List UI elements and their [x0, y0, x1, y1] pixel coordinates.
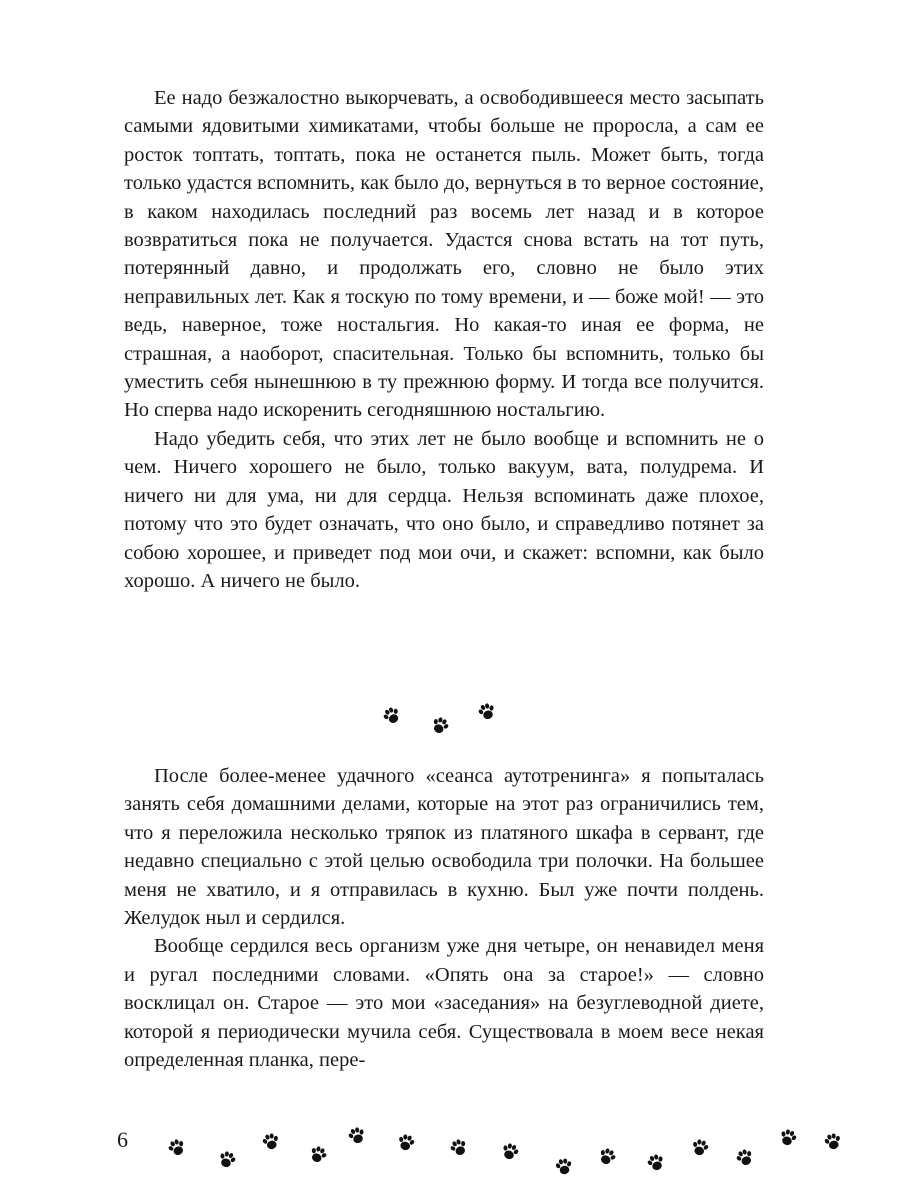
- paw-print-icon: [380, 704, 403, 726]
- paragraph: Вообще сердился весь организм уже дня четыре, он ненавидел меня и ругал последними словами. «Опять она за старое!» — словно восклицал он. Старое — это мои «заседания» на безуглеводной диете, которой я периодически мучила себя. Существовала в моем весе некая определенная планка, пере-: [124, 935, 764, 1072]
- paragraph: Надо убедить себя, что этих лет не было вообще и вспомнить не о чем. Ничего хорошего не было, только вакуум, вата, полудрема. И ничего ни для ума, ни для сердца. Нельзя вспоминать даже плохое, потому что это будет означать, что оно было, и справедливо потянет за собою хорошее, и приведет под мои очи, и скажет: вспомни, как было хорошо. А ничего не было.: [124, 427, 764, 592]
- paw-print-icon: [690, 1138, 710, 1158]
- paw-print-icon: [429, 715, 451, 736]
- paw-print-icon: [596, 1146, 618, 1167]
- paw-print-icon: [217, 1149, 238, 1170]
- paw-print-icon: [448, 1137, 470, 1158]
- footer-paw-trail: [166, 1125, 843, 1175]
- paw-print-icon: [645, 1152, 666, 1173]
- section-break-paws: [380, 701, 497, 736]
- paw-print-icon: [307, 1144, 329, 1165]
- page-number: 6: [117, 1127, 128, 1152]
- text-block-before-break: [124, 84, 764, 595]
- paw-print-icon: [261, 1132, 281, 1152]
- paw-print-icon: [778, 1127, 799, 1148]
- paw-print-icon: [346, 1125, 367, 1146]
- paw-print-icon: [500, 1141, 521, 1162]
- paw-print-icon: [734, 1147, 756, 1168]
- paw-print-icon: [396, 1133, 416, 1153]
- paw-print-icon: [476, 701, 497, 722]
- paragraph: После более-менее удачного «сеанса аутотренинга» я попыталась занять себя домашними делами, которые на этот раз ограничились тем, что я переложила несколько тряпок из платяного шкафа в сервант, где недавно специально с этой целью освободила три полочки. На большее меня не хватило, и я отправилась в кухню. Был уже почти полдень. Желудок ныл и сердился.: [124, 765, 764, 930]
- paw-print-icon: [554, 1157, 573, 1175]
- paw-print-icon: [166, 1137, 188, 1158]
- paragraph: Ее надо безжалостно выкорчевать, а освободившееся место засыпать самыми ядовитыми химикатами, чтобы больше не проросла, а сам ее росток топтать, топтать, пока не останется пыль. Может быть, тогда только удастся вспомнить, как было до, вернуться в то верное состояние, в каком находилась последний раз восемь лет назад и в которое возвратиться пока не получается. Удастся снова встать на тот путь, потерянный давно, и продолжать его, словно не было этих неправильных лет. Как я тоскую по тому времени, и — боже мой! — это ведь, наверное, тоже ностальгия. Но какая-то иная ее форма, не страшная, а наоборот, спасительная. Только бы вспомнить, только бы уместить себя нынешнюю в ту прежнюю форму. И тогда все получится. Но сперва надо искоренить сегодняшнюю ностальгию.: [124, 87, 764, 422]
- paw-print-icon: [823, 1132, 843, 1152]
- text-block-after-break: [124, 762, 764, 1074]
